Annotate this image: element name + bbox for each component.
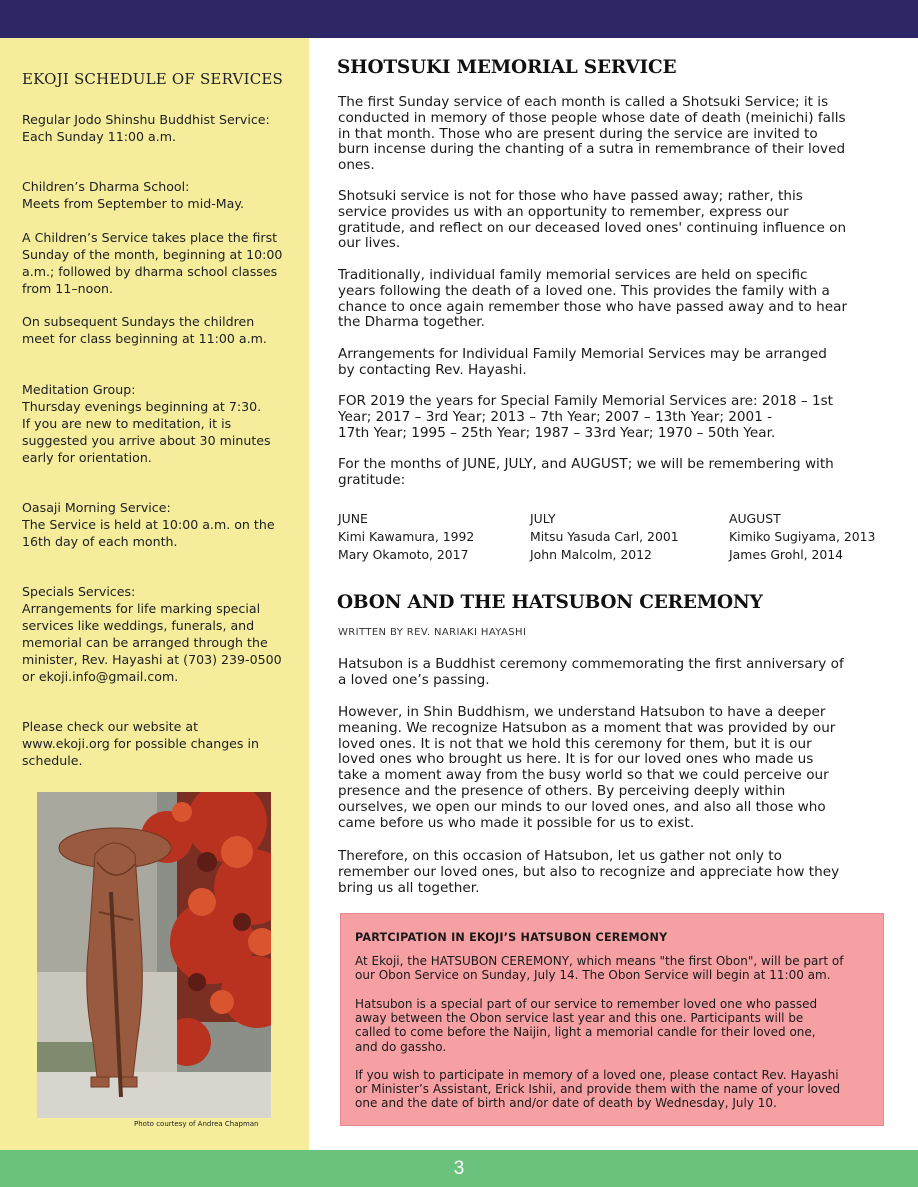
memorial-name: Kimi Kawamura, 1992 <box>338 529 475 544</box>
memorial-name: John Malcolm, 2012 <box>530 547 652 562</box>
august-names <box>729 510 875 564</box>
dharma-school-info: Children’s Dharma School: Meets from September to mid-May. <box>22 179 244 211</box>
page-number: 3 <box>453 1158 465 1179</box>
memorial-name: James Grohl, 2014 <box>729 547 844 562</box>
shotsuki-paragraph-2: Shotsuki service is not for those who have passed away; rather, this service provides us with an opportunity to remember, express our gratitude, and reflect on our deceased loved ones' continuing influence on our lives. <box>338 188 847 252</box>
monk-statue-photo <box>37 792 271 1118</box>
hatsubon-participation-box <box>340 913 884 1126</box>
obon-paragraph-3: Therefore, on this occasion of Hatsubon, let us gather not only to remember our loved ones, but also to recognize and appreciate how they bring us all together. <box>338 848 840 896</box>
july-names <box>530 510 679 564</box>
shotsuki-title: SHOTSUKI MEMORIAL SERVICE <box>337 57 677 78</box>
callout-paragraph-1: At Ekoji, the HATSUBON CEREMONY, which means "the first Obon", will be part of our Obon Service on Sunday, July 14. The Obon Service will begin at 11:00 am. <box>355 954 844 983</box>
callout-paragraph-2: Hatsubon is a special part of our service to remember loved one who passed away between the Obon service last year and this one. Participants will be called to come before the Naijin, light a memorial candle for their loved one, and do gassho. <box>355 997 818 1054</box>
website-info: Please check our website at www.ekoji.org for possible changes in schedule. <box>22 719 259 768</box>
remembering-paragraph: For the months of JUNE, JULY, and AUGUST; we will be remembering with gratitude: <box>338 456 834 488</box>
memorial-years-paragraph: FOR 2019 the years for Special Family Memorial Services are: 2018 – 1st Year; 2017 – 3rd Year; 2013 – 7th Year; 2007 – 13th Year; 2001 - 17th Year; 1995 – 25th Year; 1987 – 33rd Year; 1970 – 50th Year. <box>338 393 834 441</box>
childrens-service-info: A Children’s Service takes place the first Sunday of the month, beginning at 10:00 a.m.; followed by dharma school classes from 11–noon. <box>22 230 283 296</box>
photo-caption: Photo courtesy of Andrea Chapman <box>134 1120 259 1128</box>
callout-paragraph-3: If you wish to participate in memory of a loved one, please contact Rev. Hayashi or Minister’s Assistant, Erick Ishii, and provide them with the name of your loved one and the date of birth and/or date of death by Wednesday, July 10. <box>355 1068 841 1111</box>
obon-byline: WRITTEN BY REV. NARIAKI HAYASHI <box>338 627 527 638</box>
special-services-info: Specials Services: Arrangements for life marking special services like weddings, funerals, and memorial can be arranged through the minister, Rev. Hayashi at (703) 239-0500 or ekoji.info@gmail.com. <box>22 584 282 684</box>
month-label: AUGUST <box>729 511 781 526</box>
page-footer <box>0 1150 918 1187</box>
memorial-name: Kimiko Sugiyama, 2013 <box>729 529 876 544</box>
memorial-name: Mary Okamoto, 2017 <box>338 547 469 562</box>
schedule-title: EKOJI SCHEDULE OF SERVICES <box>22 70 284 88</box>
regular-service-info: Regular Jodo Shinshu Buddhist Service: Each Sunday 11:00 a.m. <box>22 112 270 144</box>
subsequent-sundays-info: On subsequent Sundays the children meet for class beginning at 11:00 a.m. <box>22 314 267 346</box>
top-banner <box>0 0 918 38</box>
oasaji-info: Oasaji Morning Service: The Service is held at 10:00 a.m. on the 16th day of each month. <box>22 500 275 549</box>
month-label: JUNE <box>338 511 368 526</box>
meditation-info: Meditation Group: Thursday evenings beginning at 7:30. If you are new to meditation, it is suggested you arrive about 30 minutes early for orientation. <box>22 382 271 465</box>
shotsuki-paragraph-3: Traditionally, individual family memorial services are held on specific years following the death of a loved one. This provides the family with a chance to once again remember those who have passed away and to hear the Dharma together. <box>338 267 848 331</box>
june-names <box>338 510 474 564</box>
shotsuki-paragraph-1: The first Sunday service of each month is called a Shotsuki Service; it is conducted in memory of those people whose date of death (meinichi) falls in that month. Those who are present during the service are invited to burn incense during the chanting of a sutra in remembrance of their loved ones. <box>338 94 846 174</box>
month-label: JULY <box>530 511 556 526</box>
shotsuki-paragraph-4: Arrangements for Individual Family Memorial Services may be arranged by contacting Rev. Hayashi. <box>338 346 827 378</box>
obon-paragraph-2: However, in Shin Buddhism, we understand Hatsubon to have a deeper meaning. We recognize Hatsubon as a moment that was provided by our loved ones. It is not that we hold this ceremony for them, but it is our loved ones who brought us here. It is for our loved ones who made us take a moment away from the busy world so that we could perceive our presence and the presence of others. By perceiving deeply within ourselves, we open our minds to our loved ones, and also all those who came before us who made it possible for us to exist. <box>338 704 836 831</box>
memorial-name: Mitsu Yasuda Carl, 2001 <box>530 529 679 544</box>
obon-paragraph-1: Hatsubon is a Buddhist ceremony commemorating the first anniversary of a loved one’s passing. <box>338 656 844 688</box>
obon-title: OBON AND THE HATSUBON CEREMONY <box>337 592 763 613</box>
callout-title: PARTCIPATION IN EKOJI’S HATSUBON CEREMONY <box>355 931 668 944</box>
